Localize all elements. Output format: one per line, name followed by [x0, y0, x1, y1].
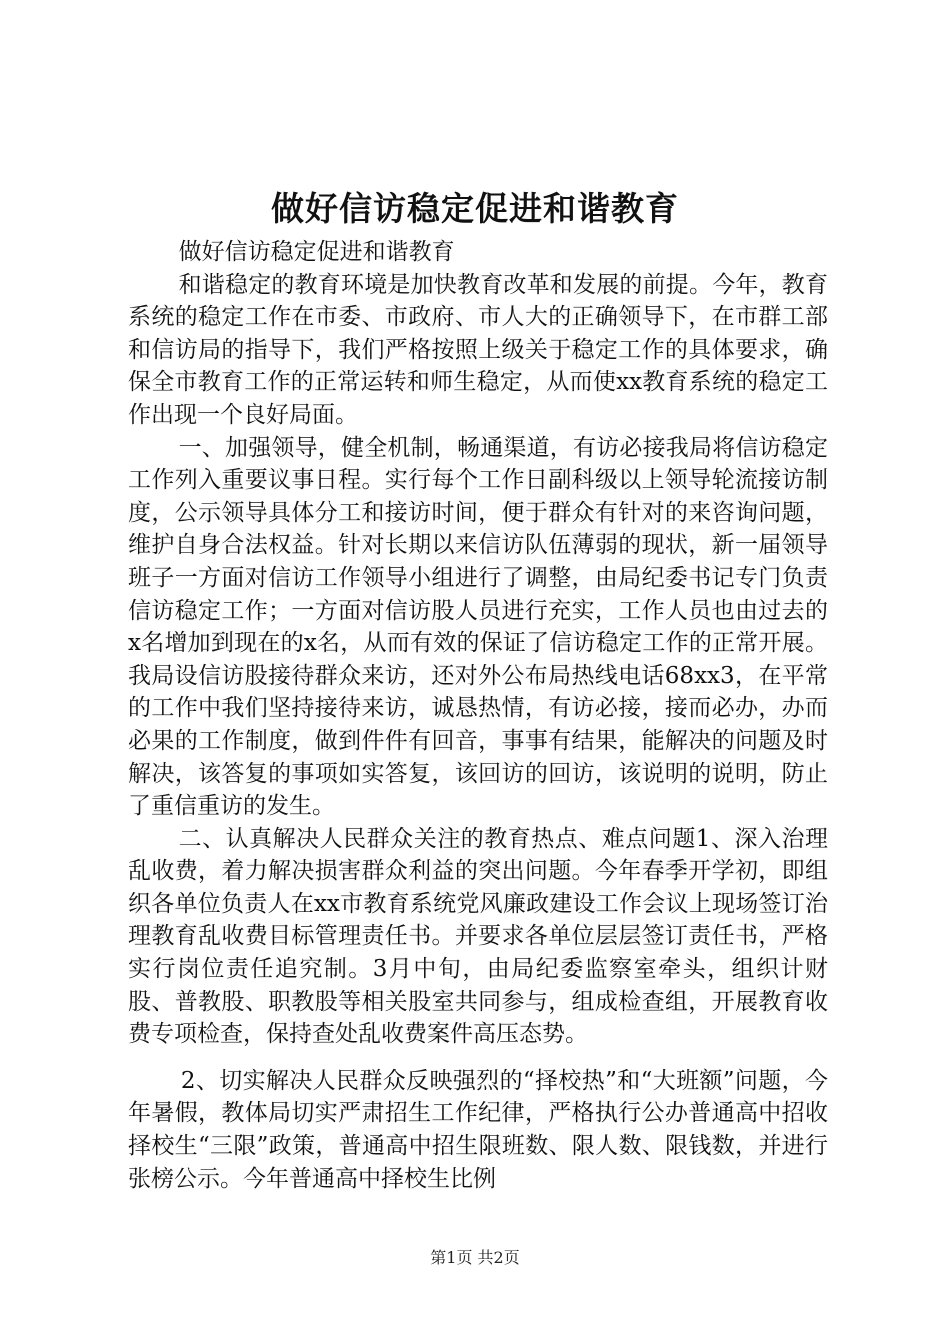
paragraph-item-two: 2、切实解决人民群众反映强烈的“择校热”和“大班额”问题，今年暑假，教体局切实严肃招生工作纪律，严格执行公办普通高中招收择校生“三限”政策，普通高中招生限班数、限人数、限钱数，并进行张榜公示。今年普通高中择校生比例: [128, 1067, 828, 1192]
paragraph-intro: 和谐稳定的教育环境是加快教育改革和发展的前提。今年，教育系统的稳定工作在市委、市政府、市人大的正确领导下，在市群工部和信访局的指导下，我们严格按照上级关于稳定工作的具体要求，确保全市教育工作的正常运转和师生稳定，从而使xx教育系统的稳定工作出现一个良好局面。: [128, 271, 828, 428]
document-subtitle: 做好信访稳定促进和谐教育: [178, 239, 455, 265]
page-number-footer: 第1页 共2页: [430, 1248, 520, 1267]
paragraph-section-two: 二、认真解决人民群众关注的教育热点、难点问题1、深入治理乱收费，着力解决损害群众利益的突出问题。今年春季开学初，即组织各单位负责人在xx市教育系统党风廉政建设工作会议上现场签订治理教育乱收费目标管理责任书。并要求各单位层层签订责任书，严格实行岗位责任追究制。3月中旬，由局纪委监察室牵头，组织计财股、普教股、职教股等相关股室共同参与，组成检查组，开展教育收费专项检查，保持查处乱收费案件高压态势。: [128, 825, 828, 1048]
document-title: 做好信访稳定促进和谐教育: [271, 189, 679, 228]
paragraph-section-one: 一、加强领导，健全机制，畅通渠道，有访必接我局将信访稳定工作列入重要议事日程。实行每个工作日副科级以上领导轮流接访制度，公示领导具体分工和接访时间，便于群众有针对的来咨询问题，维护自身合法权益。针对长期以来信访队伍薄弱的现状，新一届领导班子一方面对信访工作领导小组进行了调整，由局纪委书记专门负责信访稳定工作；一方面对信访股人员进行充实，工作人员也由过去的x名增加到现在的x名，从而有效的保证了信访稳定工作的正常开展。我局设信访股接待群众来访，还对外公布局热线电话68xx3，在平常的工作中我们坚持接待来访，诚恳热情，有访必接，接而必办，办而必果的工作制度，做到件件有回音，事事有结果，能解决的问题及时解决，该答复的事项如实答复，该回访的回访，该说明的说明，防止了重信重访的发生。: [128, 434, 828, 820]
document-body: [128, 236, 828, 1195]
